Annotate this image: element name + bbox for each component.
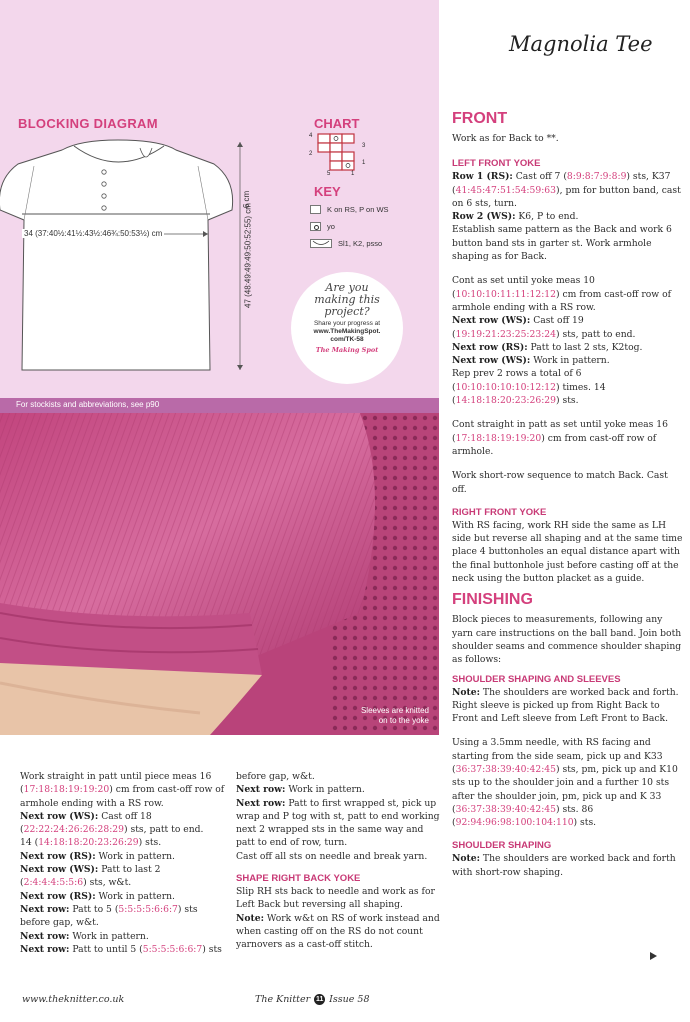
text: Patt to first wrapped st, pick up wrap and P tog with st, patt to end working next 2 wrapped sts in the same way and patt to end of row, turn. [236, 797, 440, 849]
magazine-name: The Knitter [255, 994, 311, 1005]
text: Work in pattern. [69, 930, 149, 942]
size-values: 36:37:38:39:40:42:45 [455, 763, 557, 775]
stockists-bar: For stockists and abbreviations, see p90 [0, 398, 439, 413]
front-intro: Work as for Back to **. [452, 133, 559, 144]
finishing-heading: FINISHING [452, 591, 533, 609]
right-front-yoke-heading: RIGHT FRONT YOKE [452, 506, 547, 518]
shoulder-sleeves-heading: SHOULDER SHAPING AND SLEEVES [452, 673, 621, 685]
chart-row-3: 3 [362, 143, 366, 149]
size-values: 92:94:96:98:100:104:110 [455, 817, 574, 829]
text: Work w&t on RS of work instead and when casting off on the RS do not count yarnovers as a cast-off stitch. [236, 912, 440, 951]
size-values: 36:37:38:39:40:42:45 [455, 803, 557, 815]
right-front-yoke-text: With RS facing, work RH side the same as LH side but reverse all shaping and at the same time place 4 buttonholes an equal distance apart with the final buttonhole just before casting off at the neck using the button placket as a guide. [452, 519, 683, 585]
text: ) sts. [573, 817, 597, 829]
next-row-rs-2 [20, 890, 226, 903]
next-row-work [236, 783, 442, 796]
key-item-label: Sl1, K2, psso [338, 239, 383, 248]
text: ) sts. 86 ( [452, 803, 594, 829]
page-number: 11 [315, 996, 324, 1003]
text: ) sts [202, 943, 222, 955]
promo-question-2: making this [314, 293, 380, 306]
caption-line: Sleeves are knitted [360, 706, 429, 715]
text: Cast off 7 ( [512, 171, 567, 183]
key-item-yo [310, 222, 335, 231]
row-2 [452, 210, 684, 223]
next-row-1 [452, 314, 684, 341]
row-label: Next row: [20, 943, 70, 955]
text: Work in pattern. [285, 784, 365, 796]
footer-issue [255, 994, 370, 1005]
text: ) sts. [556, 395, 579, 407]
promo-question-3: project? [324, 305, 370, 318]
establish-text: Establish same pattern as the Back and work 6 button band sts in garter st. Work armhole shaping as for Back. [452, 224, 672, 263]
chart-title: CHART [314, 116, 360, 131]
note-label: Note: [236, 912, 265, 924]
bottom-middle-column [236, 770, 442, 952]
size-values: 41:45:47:51:54:59:63 [455, 184, 557, 196]
before-gap-text: before gap, w&t. [236, 771, 315, 782]
text: Patt to last 2 sts, K2tog. [527, 341, 643, 353]
text: Rep prev 2 rows a total of 6 ( [452, 368, 582, 393]
height-label: 47 (48:49:49:49:50:52:55) cm [243, 203, 253, 308]
text: ), pm for button band, cast on 6 sts, turn. [452, 184, 681, 209]
row-label: Next row: [20, 903, 70, 915]
right-column [452, 110, 684, 890]
key-item-label: K on RS, P on WS [327, 205, 389, 214]
shape-right-back-yoke-heading: SHAPE RIGHT BACK YOKE [236, 873, 361, 885]
blank-square-icon [310, 205, 321, 214]
text: Work in pattern. [530, 355, 610, 367]
row-label: Next row (WS): [452, 315, 531, 327]
text: ) sts, patt to end. [556, 328, 636, 340]
note-label: Note: [452, 853, 481, 865]
promo-url-1: www.TheMakingSpot. [313, 328, 381, 335]
next-row-ws-wt [20, 863, 226, 890]
next-row-wrapped [236, 797, 442, 850]
text: The shoulders are worked back and forth. Right sleeve is picked up from Right Back to Front and Left sleeve from Left Front to Back. [452, 686, 679, 725]
cast-off-text: Cast off all sts on needle and break yarn. [236, 850, 428, 862]
next-row-2 [452, 341, 684, 354]
cont-1 [452, 274, 684, 314]
cont-2 [452, 418, 684, 458]
text: 14 ( [20, 837, 39, 849]
bottom-left-column [20, 770, 226, 956]
stitch-chart [308, 130, 378, 174]
text: Cast off 18 ( [20, 810, 152, 836]
shoulder-shaping-note [452, 852, 684, 879]
text: Patt to until 5 ( [69, 943, 143, 955]
text: K6, P to end. [515, 211, 579, 223]
row-label: Row 2 (WS): [452, 211, 516, 223]
size-values: 10:10:10:10:10:12:12 [455, 381, 557, 393]
text: Patt to last 2 ( [20, 864, 161, 889]
size-values: 8:9:8:7:9:8:9 [566, 171, 627, 183]
using-needle-text [452, 736, 684, 829]
key-item-label: yo [327, 222, 335, 231]
row-label: Next row: [236, 784, 286, 796]
blocking-diagram-panel [0, 0, 439, 398]
short-row-text: Work short-row sequence to match Back. Cast off. [452, 470, 668, 495]
text: ) sts. [138, 837, 162, 849]
stitch-count [20, 836, 226, 849]
row-label: Next row (RS): [20, 850, 96, 862]
note-label: Note: [452, 686, 481, 698]
size-values: 14:18:18:20:23:26:29 [38, 837, 139, 849]
chart-st-1: 1 [351, 171, 355, 177]
size-values: 14:18:18:20:23:26:29 [455, 395, 557, 407]
chart-st-5: 5 [327, 171, 331, 177]
width-label: 34 (37:40½:41½:43½:46¾:50:53½) cm [24, 229, 163, 238]
size-values: 2:4:4:4:5:5:6 [23, 877, 84, 889]
shape-right-back-text: Slip RH sts back to needle and work as for Left Back but reversing all shaping. [236, 886, 435, 911]
caption-line: on to the yoke [378, 716, 429, 725]
text: ) cm from cast-off row of armhole ending with a RS row. [452, 288, 672, 313]
size-values: 10:10:10:11:11:12:12 [455, 288, 557, 300]
yo-circle-icon [310, 222, 321, 231]
size-values: 19:19:21:23:25:23:24 [455, 328, 557, 340]
next-row-until [20, 943, 226, 956]
yoke-label: 6 cm [242, 190, 252, 209]
row-label: Next row (RS): [20, 890, 96, 902]
next-row-3 [452, 354, 684, 367]
text: ) sts, K37 ( [452, 171, 671, 196]
text: Cont as set until yoke meas 10 ( [452, 275, 595, 300]
size-values: 22:22:24:26:26:28:29 [23, 824, 125, 836]
shoulder-note [452, 686, 684, 726]
issue-number: Issue 58 [329, 994, 370, 1005]
finishing-text: Block pieces to measurements, following any yarn care instructions on the ball band. Join both shoulder seams and commence shoulder shaping as follows: [452, 614, 682, 666]
key-item-sl1k2psso [310, 239, 382, 248]
shoulder-shaping-heading: SHOULDER SHAPING [452, 840, 552, 852]
text: ) cm from cast-off row of armhole ending with a RS row. [20, 784, 225, 809]
footer-website: www.theknitter.co.uk [22, 994, 125, 1005]
next-row-ws-castoff [20, 810, 226, 837]
next-row-pattern [20, 930, 226, 943]
key-title: KEY [314, 184, 341, 199]
front-heading: FRONT [452, 110, 508, 127]
row-label: Next row: [236, 797, 286, 809]
size-values: 17:18:18:19:19:20 [455, 432, 542, 444]
left-front-yoke-heading: LEFT FRONT YOKE [452, 158, 541, 170]
blocking-diagram-title: BLOCKING DIAGRAM [18, 116, 158, 131]
text: Using a 3.5mm needle, with RS facing and starting from the side seam, pick up and K33 ( [452, 737, 663, 775]
making-spot-logo: The Making Spot [315, 346, 379, 354]
row-label: Next row (WS): [20, 810, 99, 822]
row-label: Next row (RS): [452, 341, 528, 353]
photo-caption [361, 706, 429, 726]
promo-question-1: Are you [325, 281, 369, 294]
text: ) cm from cast-off row of armhole. [452, 432, 657, 457]
work-straight-text [20, 770, 226, 810]
sleeve-photo [0, 413, 439, 735]
text: The shoulders are worked back and forth with short-row shaping. [452, 853, 676, 878]
row-label: Next row (WS): [20, 864, 99, 876]
chart-row-4: 4 [309, 133, 313, 139]
decrease-symbol-icon [310, 239, 332, 248]
row-1 [452, 170, 684, 210]
pattern-title: Magnolia Tee [509, 32, 653, 56]
key-item-knit [310, 205, 389, 214]
row-label: Next row (WS): [452, 355, 531, 367]
row-label: Row 1 (RS): [452, 171, 513, 183]
text: Patt to 5 ( [69, 903, 119, 915]
shape-note [236, 912, 442, 952]
promo-url-2: com/TK-58 [330, 336, 364, 343]
row-label: Next row: [20, 930, 70, 942]
size-values: 17:18:18:19:19:20 [23, 784, 110, 796]
promo-share: Share your progress at [313, 320, 381, 327]
next-row-rs-1 [20, 850, 226, 863]
text: Work in pattern. [95, 890, 175, 902]
chart-row-1: 1 [362, 160, 366, 166]
repeat-text [452, 367, 684, 407]
next-row-gap [20, 903, 226, 930]
size-values: 5:5:5:5:6:6:7 [118, 903, 178, 915]
making-spot-promo[interactable] [291, 272, 403, 384]
text: ) sts before gap, w&t. [20, 903, 198, 929]
chart-row-2: 2 [309, 151, 313, 157]
text: Work straight in patt until piece meas 16 ( [20, 771, 212, 796]
continue-arrow-icon [650, 952, 657, 960]
text: Work in pattern. [95, 850, 175, 862]
text: Cont straight in patt as set until yoke meas 16 ( [452, 419, 668, 444]
text: ) times. 14 ( [452, 381, 606, 407]
text: ) sts, w&t. [83, 877, 132, 889]
text: ) sts, pm, pick up and K10 sts up to the shoulder join and a further 10 sts after the shoulder join, pm, pick up and K 33 ( [452, 763, 678, 815]
text: ) sts, patt to end. [124, 824, 204, 836]
text: Cast off 19 ( [452, 315, 584, 340]
size-values: 5:5:5:5:6:6:7 [142, 943, 203, 955]
